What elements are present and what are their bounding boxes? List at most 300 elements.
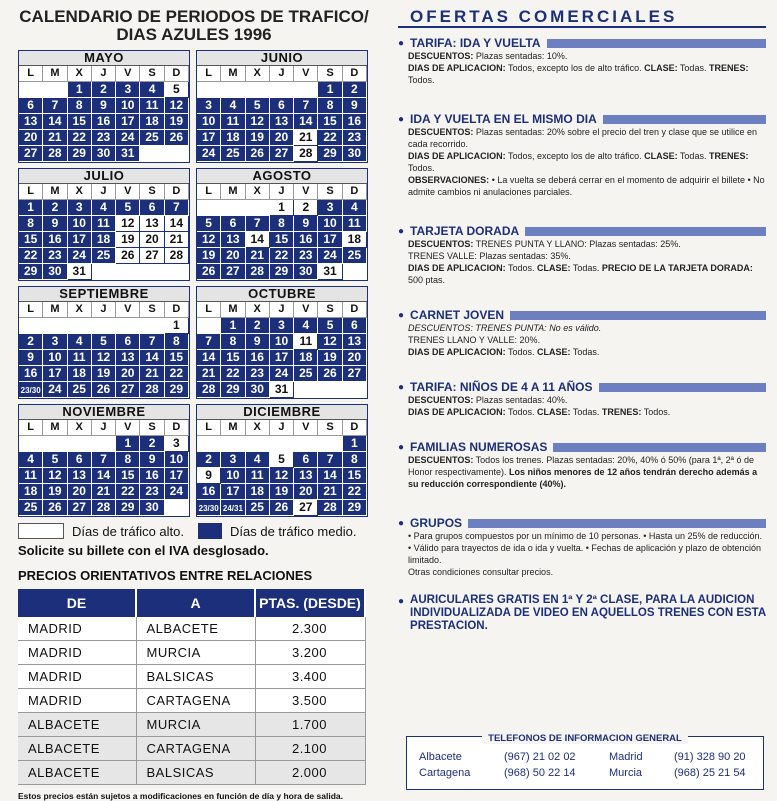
day-cell: 29: [343, 500, 367, 516]
phone-number: (967) 21 02 02: [504, 751, 576, 763]
weekday-label: D: [343, 66, 367, 82]
day-cell: 17: [221, 484, 245, 500]
month-julio: [18, 168, 190, 281]
day-cell: 13: [343, 334, 367, 350]
day-cell: 11: [343, 216, 367, 232]
headphones-text: AURICULARES GRATIS EN 1ª Y 2ª CLASE, PARA LA AUDICION INDIVIDUALIZADA DE VIDEO EN AQUELLOS TRENES CON ESTA PRESTACION.: [410, 594, 766, 632]
offer-section: [398, 516, 766, 578]
day-cell: 12: [92, 350, 116, 366]
day-cell: [92, 264, 116, 280]
day-cell: 24: [318, 248, 342, 264]
day-cell: 30: [343, 146, 367, 162]
phone-city: Murcia: [609, 767, 643, 779]
day-cell: 4: [221, 98, 245, 114]
day-cell: 10: [270, 334, 294, 350]
weekday-label: L: [19, 66, 43, 82]
day-cell: 15: [116, 468, 140, 484]
day-cell: 21: [165, 232, 189, 248]
offer-heading: [398, 308, 766, 322]
bullet-icon: ●: [398, 517, 405, 529]
day-cell: 22: [68, 130, 92, 146]
day-cell: 14: [197, 350, 221, 366]
offer-line: [408, 334, 766, 346]
day-cell: 7: [92, 452, 116, 468]
bullet-icon: ●: [398, 441, 405, 453]
bullet-icon: ●: [398, 309, 405, 321]
prices-header-row: [18, 589, 365, 617]
offer-text: • Válido para trayectos de ida o ida y vuelta. • Fechas de aplicación y plazo de obtención limitado.: [408, 543, 762, 565]
day-cell: 28: [294, 146, 318, 162]
month-name: JULIO: [19, 169, 189, 184]
day-cell: 18: [343, 232, 367, 248]
weekday-label: X: [68, 302, 92, 318]
weekday-label: V: [116, 66, 140, 82]
month-agosto: [196, 168, 368, 281]
day-cell: 17: [270, 350, 294, 366]
month-name: SEPTIEMBRE: [19, 287, 189, 302]
day-cell: [246, 436, 270, 452]
weekday-label: L: [197, 66, 221, 82]
day-cell: 9: [246, 334, 270, 350]
day-cell: 12: [197, 232, 221, 248]
offer-line: [408, 346, 766, 358]
weekday-label: S: [140, 420, 164, 436]
day-cell: 25: [92, 248, 116, 264]
day-grid: [197, 436, 367, 516]
day-cell: 29: [270, 264, 294, 280]
day-cell: 18: [68, 366, 92, 382]
price-cell: 3.200: [255, 641, 365, 665]
weekday-label: V: [116, 420, 140, 436]
day-cell: 1: [221, 318, 245, 334]
weekday-label: J: [270, 302, 294, 318]
day-cell: 4: [140, 82, 164, 98]
offer-heading: [398, 380, 766, 394]
day-cell: 20: [343, 350, 367, 366]
day-cell: 16: [246, 350, 270, 366]
day-cell: 14: [43, 114, 67, 130]
weekday-label: X: [246, 66, 270, 82]
day-cell: 10: [165, 452, 189, 468]
day-cell: 10: [116, 98, 140, 114]
day-cell: 27: [68, 500, 92, 516]
day-cell: 1: [343, 436, 367, 452]
offer-text: Todos.: [408, 75, 435, 85]
month-diciembre: [196, 404, 368, 517]
day-grid: [19, 82, 189, 162]
phone-city: Madrid: [609, 751, 643, 763]
day-cell: [246, 82, 270, 98]
day-cell: 8: [165, 334, 189, 350]
weekday-label: M: [43, 66, 67, 82]
offer-title: GRUPOS: [410, 516, 463, 530]
offer-line: [408, 394, 766, 406]
weekday-label: L: [197, 184, 221, 200]
day-cell: 18: [294, 350, 318, 366]
weekday-label: J: [92, 420, 116, 436]
weekday-label: J: [270, 184, 294, 200]
weekday-label: S: [318, 420, 342, 436]
left-column: [18, 8, 370, 801]
calendar-title-line2: DIAS AZULES 1996: [116, 25, 272, 44]
day-cell: [221, 436, 245, 452]
phone-number: (968) 50 22 14: [504, 767, 576, 779]
offer-heading: [398, 516, 766, 530]
day-cell: 2: [92, 82, 116, 98]
table-row: [18, 737, 365, 761]
day-cell: 18: [19, 484, 43, 500]
phone-grid: [419, 751, 755, 779]
to-cell: BALSICAS: [136, 665, 255, 689]
day-cell: 4: [92, 200, 116, 216]
header-price: PTAS. (DESDE): [255, 589, 365, 617]
weekday-label: M: [221, 420, 245, 436]
offer-text: Todas.: [677, 151, 709, 161]
day-cell: 5: [270, 452, 294, 468]
to-cell: MURCIA: [136, 641, 255, 665]
day-cell: [197, 436, 221, 452]
day-cell: [221, 500, 245, 516]
day-cell: 28: [318, 500, 342, 516]
offer-heading: [398, 36, 766, 50]
to-cell: MURCIA: [136, 713, 255, 737]
day-cell: 30: [294, 264, 318, 280]
day-cell: 4: [343, 200, 367, 216]
day-cell: 16: [43, 232, 67, 248]
day-cell: 11: [19, 468, 43, 484]
day-cell: [318, 436, 342, 452]
offer-text: DESCUENTOS:: [408, 239, 474, 249]
day-cell: 20: [294, 484, 318, 500]
calendar-grid: [18, 50, 370, 517]
offer-bar: [599, 383, 766, 392]
offer-text: TRENES:: [601, 407, 642, 417]
offer-text: CLASE:: [537, 407, 571, 417]
day-cell: 21: [318, 484, 342, 500]
day-cell: 12: [318, 334, 342, 350]
offer-text: Todos.: [505, 407, 538, 417]
day-cell: 31: [318, 264, 342, 280]
day-cell: 14: [318, 468, 342, 484]
offer-line: [408, 530, 766, 542]
legend: [18, 523, 370, 539]
bullet-icon: ●: [398, 596, 405, 607]
day-cell: 13: [68, 468, 92, 484]
from-cell: MADRID: [18, 665, 136, 689]
offer-text: Otras condiciones consultar precios.: [408, 567, 554, 577]
weekday-row: [19, 184, 189, 200]
day-cell: 9: [43, 216, 67, 232]
day-cell: 29: [19, 264, 43, 280]
offer-heading: [398, 440, 766, 454]
day-cell: 25: [246, 500, 270, 516]
day-cell: [270, 82, 294, 98]
day-grid: [19, 318, 189, 398]
offer-section: [398, 380, 766, 418]
day-cell: 24: [270, 366, 294, 382]
prices-note: Estos precios están sujetos a modificaciones en función de día y hora de salida.: [18, 791, 343, 801]
offer-section: [398, 440, 766, 490]
day-cell: 27: [270, 146, 294, 162]
day-cell: 4: [19, 452, 43, 468]
weekday-row: [19, 302, 189, 318]
offer-text: DESCUENTOS:: [408, 51, 474, 61]
day-cell: 25: [221, 146, 245, 162]
day-cell: 10: [43, 350, 67, 366]
weekday-label: S: [140, 302, 164, 318]
day-cell: 16: [197, 484, 221, 500]
day-cell: 27: [343, 366, 367, 382]
month-name: AGOSTO: [197, 169, 367, 184]
weekday-label: J: [270, 66, 294, 82]
to-cell: CARTAGENA: [136, 737, 255, 761]
day-cell: 19: [116, 232, 140, 248]
day-cell: 2: [246, 318, 270, 334]
day-cell: [165, 500, 189, 516]
day-cell: [19, 82, 43, 98]
day-cell: 11: [246, 468, 270, 484]
weekday-label: V: [116, 302, 140, 318]
day-cell: 29: [221, 382, 245, 398]
day-cell: 5: [318, 318, 342, 334]
price-cell: 3.400: [255, 665, 365, 689]
day-cell: 24: [43, 382, 67, 398]
day-cell: 6: [68, 452, 92, 468]
day-cell: 22: [343, 484, 367, 500]
day-cell: 14: [140, 350, 164, 366]
day-cell: 7: [197, 334, 221, 350]
offer-text: Todas.: [570, 263, 602, 273]
offer-text: CLASE:: [644, 151, 678, 161]
day-cell: [343, 264, 367, 280]
weekday-label: M: [221, 302, 245, 318]
day-cell: 28: [246, 264, 270, 280]
offer-text: • La vuelta se deberá cerrar en el momento de adquirir el billete • No admite cambios ni anulaciones parciales.: [408, 175, 765, 197]
offer-bar: [525, 227, 766, 236]
day-cell: 4: [68, 334, 92, 350]
day-cell: [43, 318, 67, 334]
day-cell: [294, 382, 318, 398]
day-cell: 9: [92, 98, 116, 114]
day-cell: 30: [246, 382, 270, 398]
day-cell: 8: [221, 334, 245, 350]
day-cell: 24: [116, 130, 140, 146]
month-mayo: [18, 50, 190, 163]
weekday-label: J: [270, 420, 294, 436]
weekday-label: M: [221, 66, 245, 82]
weekday-label: X: [68, 66, 92, 82]
weekday-label: M: [221, 184, 245, 200]
day-cell: 17: [43, 366, 67, 382]
offer-line: [408, 238, 766, 250]
day-cell: 9: [343, 98, 367, 114]
day-cell: 9: [140, 452, 164, 468]
day-cell: 17: [197, 130, 221, 146]
day-cell: 23: [140, 484, 164, 500]
day-cell: 15: [19, 232, 43, 248]
weekday-label: L: [197, 420, 221, 436]
table-row: [18, 761, 365, 785]
day-cell: [197, 82, 221, 98]
table-row: [18, 665, 365, 689]
offer-line: [408, 250, 766, 262]
day-cell: 30: [92, 146, 116, 162]
offer-title: IDA Y VUELTA EN EL MISMO DIA: [410, 112, 597, 126]
month-junio: [196, 50, 368, 163]
month-octubre: [196, 286, 368, 399]
day-cell: 16: [19, 366, 43, 382]
day-cell: 14: [92, 468, 116, 484]
day-cell: 13: [140, 216, 164, 232]
day-cell: 22: [165, 366, 189, 382]
day-cell: 11: [221, 114, 245, 130]
from-cell: ALBACETE: [18, 761, 136, 785]
prices-title: PRECIOS ORIENTATIVOS ENTRE RELACIONES: [18, 568, 313, 583]
day-cell: 1: [19, 200, 43, 216]
day-cell: 2: [19, 334, 43, 350]
month-noviembre: [18, 404, 190, 517]
prices-body: [18, 617, 365, 785]
day-cell: [270, 436, 294, 452]
calendar-title-line1: CALENDARIO DE PERIODOS DE TRAFICO/: [19, 7, 369, 26]
day-cell: 28: [197, 382, 221, 398]
day-cell: [19, 318, 43, 334]
day-cell: 20: [116, 366, 140, 382]
weekday-label: S: [318, 66, 342, 82]
day-number: 24/31: [222, 504, 243, 513]
day-cell: 5: [43, 452, 67, 468]
day-cell: [92, 318, 116, 334]
day-cell: 25: [343, 248, 367, 264]
day-cell: 21: [294, 130, 318, 146]
day-cell: 11: [140, 98, 164, 114]
weekday-label: D: [165, 302, 189, 318]
month-name: JUNIO: [197, 51, 367, 66]
offer-title: TARJETA DORADA: [410, 224, 520, 238]
day-cell: 26: [43, 500, 67, 516]
offer-line: [408, 542, 766, 566]
day-cell: 3: [318, 200, 342, 216]
day-cell: [140, 264, 164, 280]
day-cell: 28: [92, 500, 116, 516]
month-septiembre: [18, 286, 190, 399]
day-cell: [165, 264, 189, 280]
phones-box: [406, 733, 764, 790]
weekday-label: D: [165, 420, 189, 436]
weekday-label: D: [343, 302, 367, 318]
day-cell: 7: [246, 216, 270, 232]
day-cell: 29: [116, 500, 140, 516]
day-cell: 6: [140, 200, 164, 216]
offer-text: Todos, excepto los de alto tráfico.: [505, 63, 645, 73]
day-cell: 26: [318, 366, 342, 382]
day-cell: 19: [197, 248, 221, 264]
day-cell: 20: [68, 484, 92, 500]
offer-section: [398, 36, 766, 86]
day-cell: 19: [165, 114, 189, 130]
day-cell: 26: [116, 248, 140, 264]
day-cell: 12: [246, 114, 270, 130]
day-cell: 27: [140, 248, 164, 264]
day-cell: 17: [116, 114, 140, 130]
bullet-icon: ●: [398, 381, 405, 393]
day-cell: [294, 82, 318, 98]
header-a: A: [136, 589, 255, 617]
offer-bar: [553, 443, 766, 452]
day-cell: 22: [221, 366, 245, 382]
weekday-label: D: [165, 184, 189, 200]
day-cell: 3: [43, 334, 67, 350]
day-cell: 16: [140, 468, 164, 484]
weekday-label: L: [197, 302, 221, 318]
day-cell: 6: [19, 98, 43, 114]
offer-text: TRENES:: [708, 63, 749, 73]
day-cell: 12: [270, 468, 294, 484]
price-cell: 2.100: [255, 737, 365, 761]
medium-traffic-swatch: [198, 523, 222, 539]
day-cell: 5: [165, 82, 189, 98]
day-cell: 28: [165, 248, 189, 264]
day-cell: [197, 318, 221, 334]
day-cell: 23: [294, 248, 318, 264]
day-cell: 13: [116, 350, 140, 366]
day-cell: [197, 500, 221, 516]
day-cell: 19: [92, 366, 116, 382]
day-number: 23/30: [20, 386, 41, 395]
offer-text: DIAS DE APLICACION:: [408, 407, 506, 417]
day-cell: [294, 436, 318, 452]
offer-text: • Para grupos compuestos por un mínimo de 10 personas. • Hasta un 25% de reducción.: [408, 531, 763, 541]
day-cell: 15: [68, 114, 92, 130]
offer-title: CARNET JOVEN: [410, 308, 505, 322]
month-name: OCTUBRE: [197, 287, 367, 302]
offer-title: TARIFA: IDA Y VUELTA: [410, 36, 541, 50]
weekday-label: L: [19, 420, 43, 436]
day-cell: 19: [270, 484, 294, 500]
day-cell: 29: [68, 146, 92, 162]
high-traffic-swatch: [18, 523, 64, 539]
offer-title: FAMILIAS NUMEROSAS: [410, 440, 548, 454]
bullet-icon: ●: [398, 113, 405, 125]
day-cell: 1: [116, 436, 140, 452]
day-cell: 6: [294, 452, 318, 468]
offer-line: [408, 322, 766, 334]
offer-title: TARIFA: NIÑOS DE 4 A 11 AÑOS: [410, 380, 593, 394]
legend-medium-label: Días de tráfico medio.: [230, 523, 357, 539]
offer-line: [408, 62, 766, 86]
day-cell: 8: [68, 98, 92, 114]
to-cell: BALSICAS: [136, 761, 255, 785]
day-cell: 26: [92, 382, 116, 398]
day-cell: [246, 200, 270, 216]
day-cell: 3: [165, 436, 189, 452]
header-de: DE: [18, 589, 136, 617]
day-cell: [68, 318, 92, 334]
day-cell: 26: [197, 264, 221, 280]
weekday-label: X: [246, 184, 270, 200]
offer-text: Todas.: [677, 63, 709, 73]
day-cell: 25: [19, 500, 43, 516]
day-cell: 4: [246, 452, 270, 468]
day-cell: 21: [92, 484, 116, 500]
day-cell: 26: [246, 146, 270, 162]
day-cell: 13: [19, 114, 43, 130]
day-cell: 18: [140, 114, 164, 130]
day-cell: [197, 200, 221, 216]
table-row: [18, 641, 365, 665]
table-row: [18, 617, 365, 641]
day-cell: 3: [221, 452, 245, 468]
